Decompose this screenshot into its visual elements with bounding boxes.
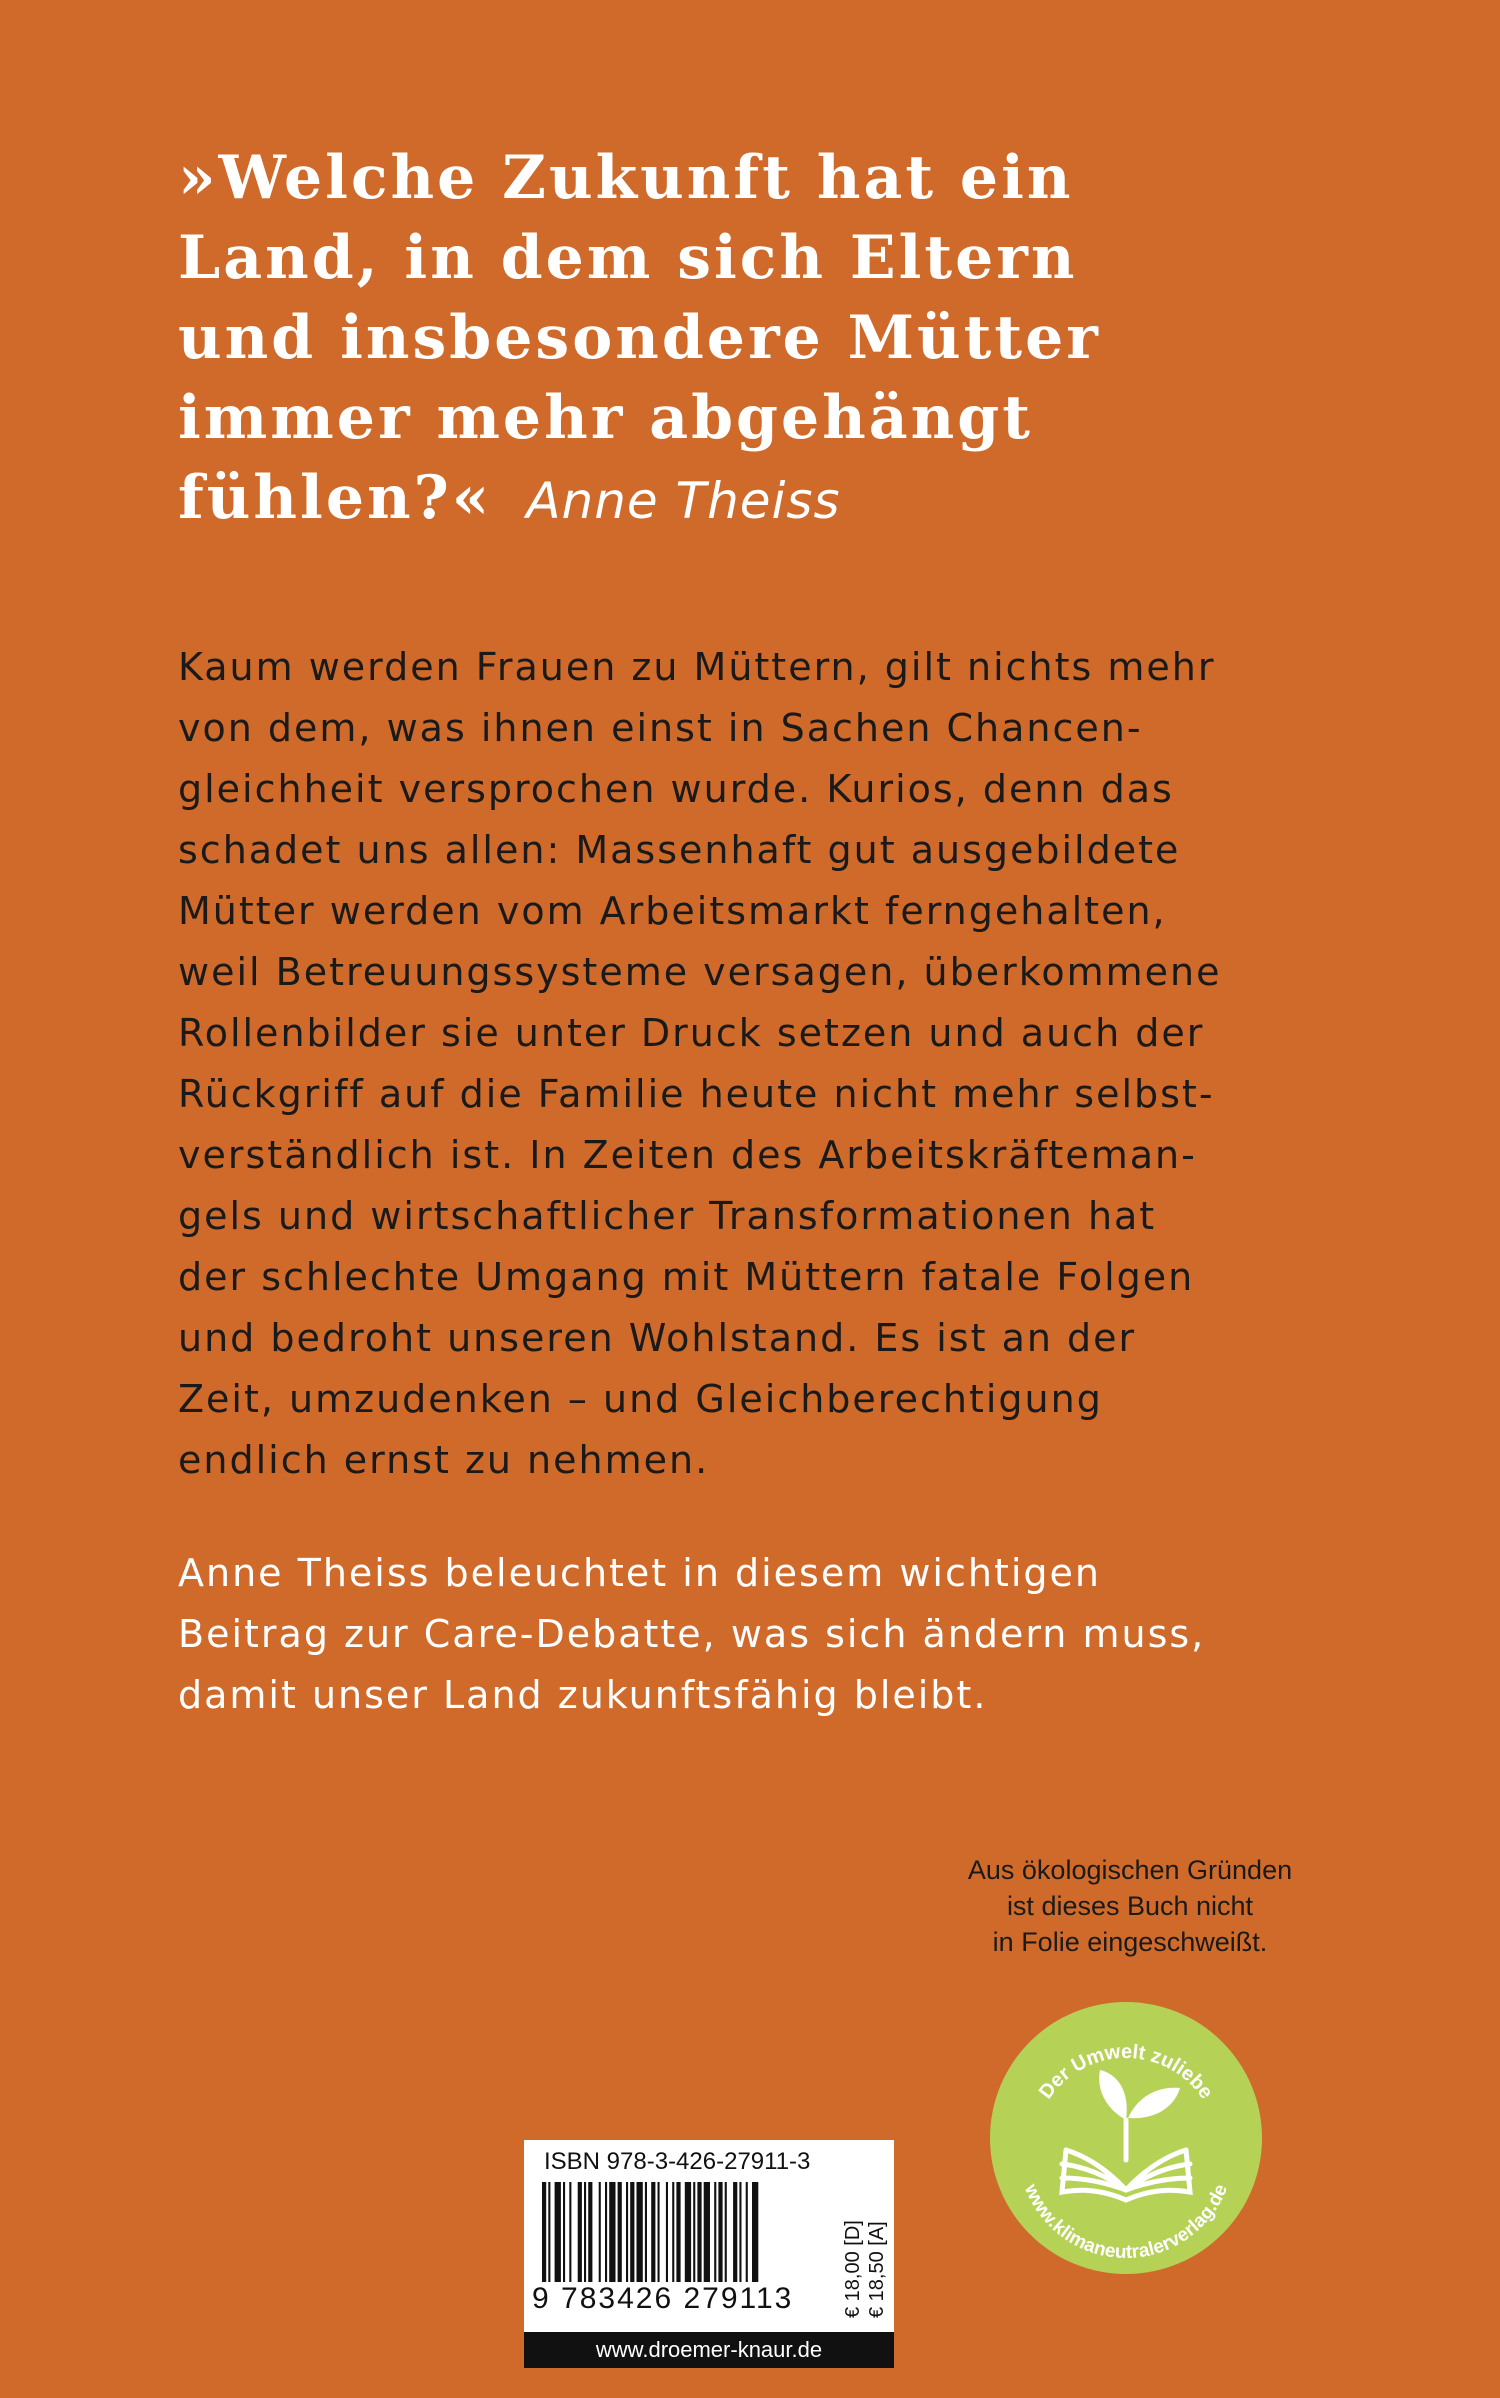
barcode-bar <box>685 2182 691 2282</box>
barcode-digits: 9 783426 279113 <box>532 2282 794 2315</box>
barcode-bar <box>704 2182 710 2282</box>
blurb-line: von dem, was ihnen einst in Sachen Chancen- <box>178 706 1143 750</box>
barcode-bar <box>714 2182 716 2282</box>
quote-line-last <box>178 458 1358 541</box>
about-line: Anne Theiss beleuchtet in diesem wichtigen <box>178 1551 1101 1595</box>
barcode-bar <box>563 2182 565 2282</box>
climate-neutral-badge <box>988 2000 1264 2276</box>
quote-author: Anne Theiss <box>526 472 841 530</box>
blurb-line: weil Betreuungssysteme versagen, überkommene <box>178 950 1222 994</box>
barcode-bar <box>637 2182 643 2282</box>
badge-graphic <box>988 2000 1264 2276</box>
barcode-bar <box>718 2182 722 2282</box>
barcode-bar <box>599 2182 601 2282</box>
barcode-panel <box>524 2140 894 2362</box>
barcode-bar <box>739 2182 741 2282</box>
barcode-bar <box>651 2182 655 2282</box>
barcode-bars <box>542 2182 832 2282</box>
blurb-line: Rückgriff auf die Familie heute nicht mehr selbst- <box>178 1072 1215 1116</box>
about-line: damit unser Land zukunftsfähig bleibt. <box>178 1673 988 1717</box>
barcode-bar <box>584 2182 586 2282</box>
blurb-line: gels und wirtschaftlicher Transformationen hat <box>178 1194 1157 1238</box>
barcode-bar <box>672 2182 674 2282</box>
badge-bottom-textpath: www.klimaneutralerverlag.de <box>1019 2181 1233 2264</box>
blurb-line: verständlich ist. In Zeiten des Arbeitskräfteman- <box>178 1133 1197 1177</box>
barcode-bar <box>725 2182 727 2282</box>
blurb-line: Rollenbilder sie unter Druck setzen und auch der <box>178 1011 1205 1055</box>
about-text <box>178 1543 1338 1726</box>
quote-line-text: fühlen?« <box>178 463 493 533</box>
about-line: Beitrag zur Care-Debatte, was sich ändern muss, <box>178 1612 1206 1656</box>
isbn-label: ISBN 978-3-426-27911-3 <box>544 2148 811 2175</box>
blurb-line: endlich ernst zu nehmen. <box>178 1438 710 1482</box>
barcode-bar <box>609 2182 615 2282</box>
barcode-bar <box>693 2182 695 2282</box>
barcode-bar <box>578 2182 582 2282</box>
blurb-line: gleichheit versprochen wurde. Kurios, denn das <box>178 767 1174 811</box>
barcode-bar <box>588 2182 592 2282</box>
price-germany: € 18,00 [D] <box>842 2220 864 2318</box>
barcode-bar <box>548 2182 550 2282</box>
barcode-bar <box>645 2182 647 2282</box>
badge-top-textpath: Der Umwelt zuliebe <box>1034 2040 1218 2104</box>
barcode-bar <box>676 2182 680 2282</box>
publisher-url: www.droemer-knaur.de <box>524 2332 894 2368</box>
price-austria: € 18,50 [A] <box>866 2221 888 2318</box>
book-blurb <box>178 637 1338 1491</box>
quote-line: und insbesondere Mütter <box>178 303 1101 373</box>
blurb-line: schadet uns allen: Massenhaft gut ausgebildete <box>178 828 1181 872</box>
barcode-bar <box>666 2182 668 2282</box>
barcode-bar <box>569 2182 571 2282</box>
barcode-bar <box>746 2182 748 2282</box>
blurb-line: und bedroht unseren Wohlstand. Es ist an der <box>178 1316 1137 1360</box>
blurb-line: Zeit, umzudenken – und Gleichberechtigung <box>178 1377 1103 1421</box>
barcode-bar <box>752 2182 758 2282</box>
barcode-bar <box>618 2182 622 2282</box>
quote-line: immer mehr abgehängt <box>178 383 1033 453</box>
eco-note <box>900 1852 1360 1960</box>
price-block <box>840 2184 890 2320</box>
barcode-bar <box>697 2182 701 2282</box>
eco-note-line: ist dieses Buch nicht <box>1006 1891 1254 1921</box>
barcode-bar <box>630 2182 634 2282</box>
barcode-bar <box>658 2182 660 2282</box>
quote-line: »Welche Zukunft hat ein <box>178 143 1074 213</box>
barcode-bar <box>733 2182 737 2282</box>
quote-line: Land, in dem sich Eltern <box>178 223 1078 293</box>
barcode-bar <box>555 2182 561 2282</box>
blurb-line: Mütter werden vom Arbeitsmarkt ferngehalten, <box>178 889 1167 933</box>
eco-note-line: in Folie eingeschweißt. <box>992 1927 1268 1957</box>
cover-quote <box>178 138 1358 541</box>
blurb-line: Kaum werden Frauen zu Müttern, gilt nichts mehr <box>178 645 1216 689</box>
eco-note-line: Aus ökologischen Gründen <box>967 1855 1293 1885</box>
barcode-bar <box>626 2182 628 2282</box>
barcode-bar <box>542 2182 546 2282</box>
blurb-line: der schlechte Umgang mit Müttern fatale Folgen <box>178 1255 1195 1299</box>
barcode-bar <box>605 2182 607 2282</box>
